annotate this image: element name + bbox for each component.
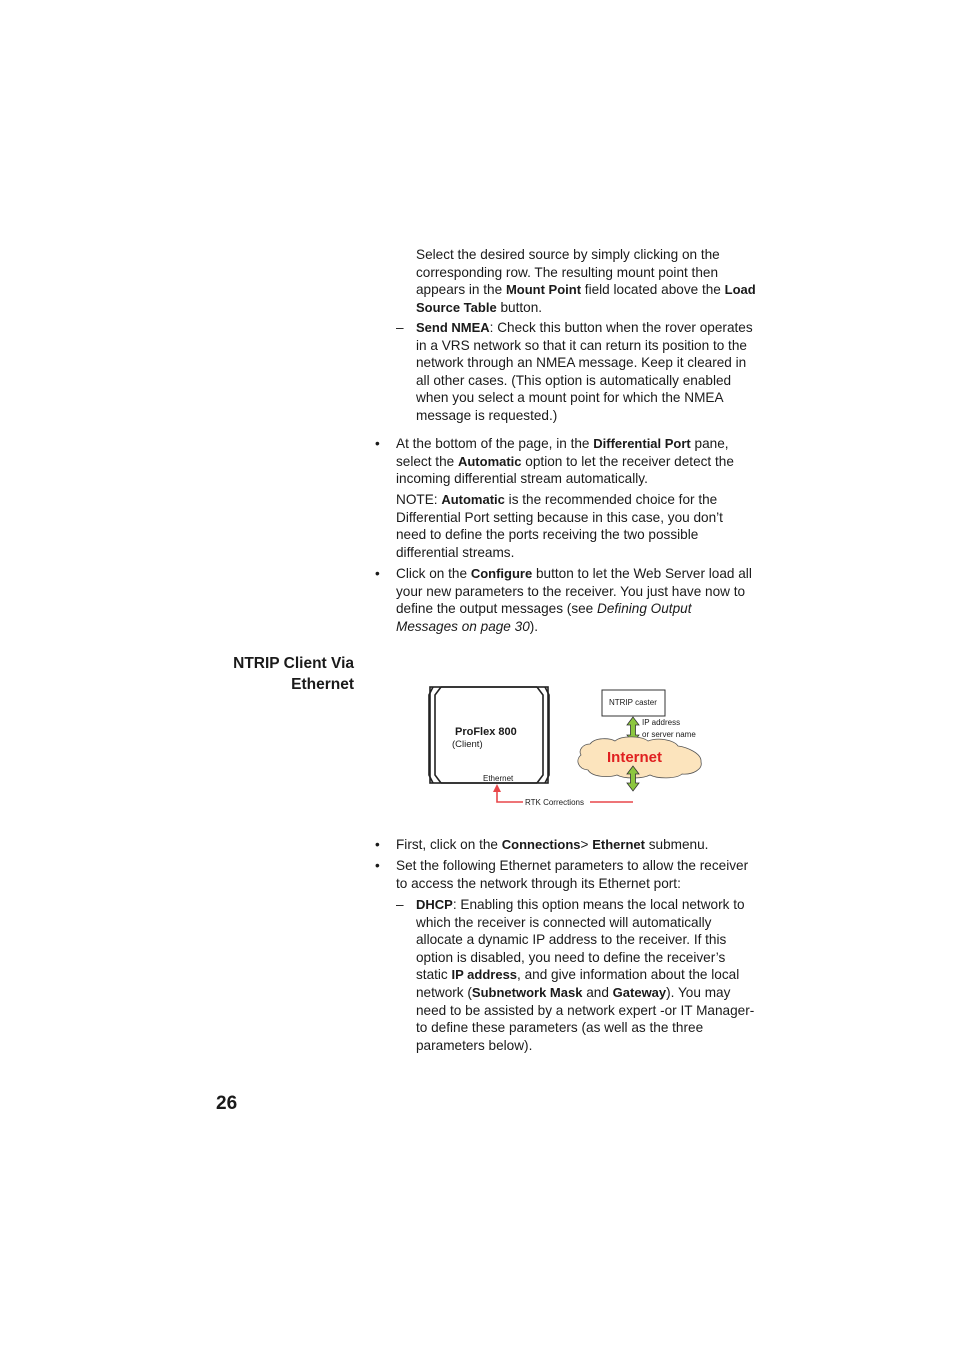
term-send-nmea: Send NMEA [416,320,490,335]
paragraph-dhcp: DHCP: Enabling this option means the local network to which the receiver is connected will automatically allocate a dynamic IP address to the receiver. If this option is disabled, you need to define the receiver’s static IP address, and give information about the local network (Subnetwork Mask and Gateway). You may need to be assisted by a network expert -or IT Manager- to define these parameters (as well as the three parameters below). [416,897,755,1053]
paragraph-connections-ethernet: First, click on the Connections> Ethernet submenu. [396,837,709,852]
paragraph-send-nmea: Send NMEA: Check this button when the rover operates in a VRS network so that it can return its position to the network through an NMEA message. Keep it cleared in all other cases. (This option is automatically enabled when you select a mount point for which the NMEA message is requested.) [416,320,753,423]
dash-marker: – [396,320,404,335]
section-title: NTRIP Client Via Ethernet [233,655,354,693]
term-configure: Configure [470,566,533,581]
term-differential-port: Differential Port [593,436,691,451]
term-gateway: Gateway [612,984,667,1000]
ethernet-label: Ethernet [483,774,514,783]
paragraph-ethernet-parameters: Set the following Ethernet parameters to allow the receiver to access the network through its Ethernet port: [396,858,749,891]
note-paragraph: NOTE: Automatic is the recommended choice for the Differential Port setting because in this case, you don’t need to define the ports receiving the two possible differential streams. [396,492,723,560]
paragraph-configure: Click on the Configure button to let the Web Server load all your new parameters to the receiver. You just have now to define the output messages (see Defining Output Messages on page 30). [396,566,752,634]
internet-label: Internet [607,749,663,766]
device-role: (Client) [452,739,483,750]
bullet-marker: • [375,566,380,581]
term-dhcp: DHCP [416,897,453,912]
term-ip-address: IP address [451,967,518,983]
bullet-marker: • [375,436,380,451]
term-automatic-note: Automatic [441,492,505,507]
ntrip-ethernet-diagram [420,680,720,815]
menu-connections: Connections [501,837,581,852]
ip-label-line2: or server name [642,730,696,739]
link-defining-output-messages[interactable]: Defining Output Messages on page 30 [396,601,692,634]
device-name: ProFlex 800 [455,726,517,738]
rtk-corrections-label: RTK Corrections [525,798,584,807]
page-number: 26 [216,1093,238,1114]
ntrip-caster-label: NTRIP caster [609,698,657,707]
paragraph-select-source: Select the desired source by simply clicking on the corresponding row. The resulting mount point then appears in the Mount Point field located above the Load Source Table button. [416,247,756,315]
paragraph-differential-port: At the bottom of the page, in the Differential Port pane, select the Automatic option to let the receiver detect the incoming differential stream automatically. [396,436,734,487]
term-mount-point: Mount Point [505,282,582,298]
bullet-marker: • [375,858,380,873]
term-automatic: Automatic [457,453,522,469]
dash-marker: – [396,897,404,912]
term-subnetwork-mask: Subnetwork Mask [471,984,583,1000]
menu-ethernet: Ethernet [592,837,645,852]
term-load-source-table: Load Source Table [416,282,756,315]
bullet-marker: • [375,837,380,852]
ip-label-line1: IP address [642,718,681,727]
